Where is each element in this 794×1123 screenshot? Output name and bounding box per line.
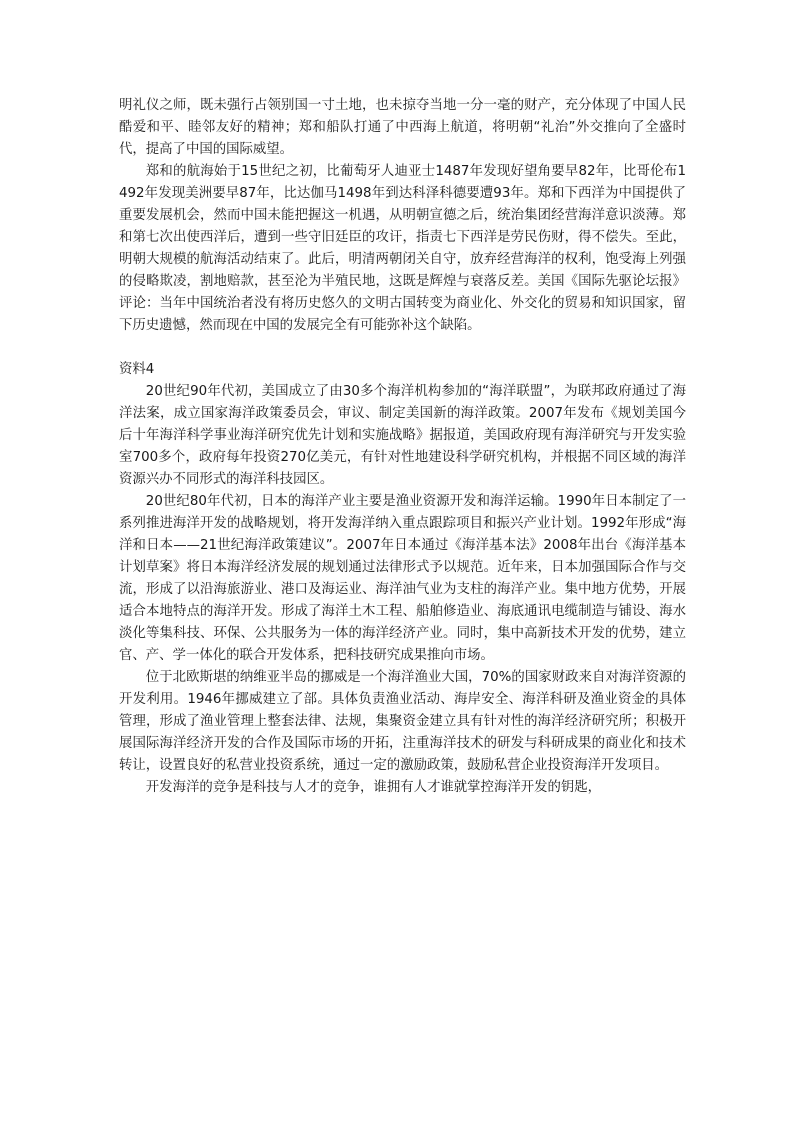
paragraph-norway: 位于北欧斯堪的纳维亚半岛的挪威是一个海洋渔业大国，70%的国家财政来自对海洋资源的开发利用。1946年挪威建立了部。具体负责渔业活动、海岸安全、海洋科研及渔业资金的具体管理，形成了渔业管理上整套法律、法规，集聚资金建立具有针对性的海洋经济研究所；积极开展国际海洋经济开发的合作及国际市场的开拓，注重海洋技术的研发与科研成果的商业化和技术转让，设置良好的私营业投资系统，通过一定的激励政策，鼓励私营企业投资海洋开发项目。 [119, 670, 686, 773]
paragraph-talent: 开发海洋的竞争是科技与人才的竞争，谁拥有人才谁就掌控海洋开发的钥匙， [145, 780, 602, 795]
paragraph-usa: 20世纪90年代初，美国成立了由30多个海洋机构参加的“海洋联盟”，为联邦政府通过了海洋法案，成立国家海洋政策委员会，审议、制定美国新的海洋政策。2007年发布《规划美国今后十年海洋科学事业海洋研究优先计划和实施战略》据报道，美国政府现有海洋研究与开发实验室700多个，政府每年投资270亿美元，有针对性地建设科学研究机构，并根据不同区域的海洋资源兴办不同形式的海洋科技园区。 [119, 384, 686, 487]
document-body [119, 95, 686, 799]
paragraph-continued: 明礼仪之师，既未强行占领别国一寸土地，也未掠夺当地一分一毫的财产，充分体现了中国人民酷爱和平、睦邻友好的精神；郑和船队打通了中西海上航道，将明朝“礼治”外交推向了全盛时代，提高了中国的国际威望。 [119, 98, 686, 157]
section-title: 资料4 [119, 362, 155, 377]
paragraph-zheng-he-voyages: 郑和的航海始于15世纪之初，比葡萄牙人迪亚士1487年发现好望角要早82年，比哥伦布1492年发现美洲要早87年，比达伽马1498年到达科泽科德要遭93年。郑和下西洋为中国提供了重要发展机会，然而中国未能把握这一机遇，从明朝宣德之后，统治集团经营海洋意识淡薄。郑和第七次出使西洋后，遭到一些守旧廷臣的攻讦，指责七下西洋是劳民伤财，得不偿失。至此，明朝大规模的航海活动结束了。此后，明清两朝闭关自守，放弃经营海洋的权利，饱受海上列强的侵略欺凌，割地赔款，甚至沦为半殖民地，这既是辉煌与衰落反差。美国《国际先驱论坛报》评论：当年中国统治者没有将历史悠久的文明古国转变为商业化、外交化的贸易和知识国家，留下历史遗憾，然而现在中国的发展完全有可能弥补这个缺陷。 [119, 164, 686, 333]
paragraph-japan: 20世纪80年代初，日本的海洋产业主要是渔业资源开发和海洋运输。1990年日本制定了一系列推进海洋开发的战略规划，将开发海洋纳入重点跟踪项目和振兴产业计划。1992年形成“海洋和日本——21世纪海洋政策建议”。2007年日本通过《海洋基本法》2008年出台《海洋基本计划草案》将日本海洋经济发展的规划通过法律形式予以规范。近年来，日本加强国际合作与交流，形成了以沿海旅游业、港口及海运业、海洋油气业为支柱的海洋产业。集中地方优势，开展适合本地特点的海洋开发。形成了海洋土木工程、船舶修造业、海底通讯电缆制造与铺设、海水淡化等集科技、环保、公共服务为一体的海洋经济产业。同时，集中高新技术开发的优势，建立官、产、学一体化的联合开发体系，把科技研究成果推向市场。 [119, 494, 686, 663]
